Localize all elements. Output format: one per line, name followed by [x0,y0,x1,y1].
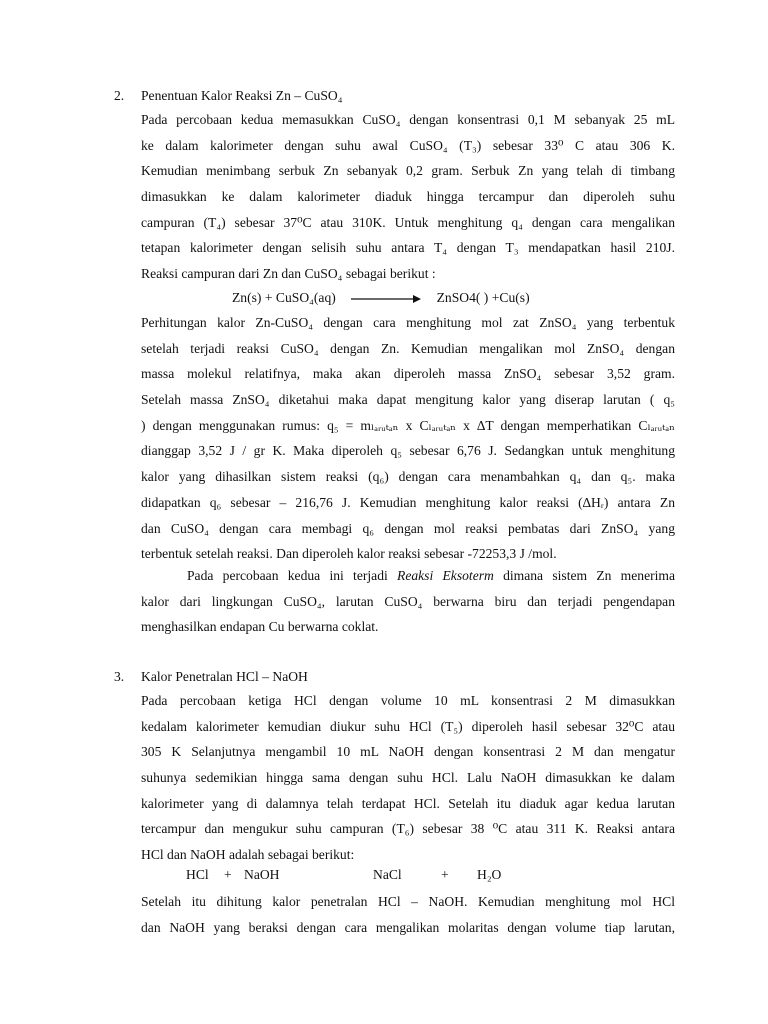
text-line: Setelah itu dihitung kalor penetralan HCl – NaOH. Kemudian menghitung mol HCl [141,894,675,909]
text-line: setelah terjadi reaksi CuSO₄ dengan Zn. Kemudian mengalikan mol ZnSO₄ dengan [141,340,675,356]
section-3-number: 3. [114,669,125,684]
section-3-paragraph-2 [141,889,675,940]
italic-term: Reaksi Eksoterm [397,568,494,583]
reaction-equation-zn-cuso4 [232,290,530,306]
text-line: kalor dari lingkungan CuSO₄, larutan CuSO₄ berwarna biru dan terjadi pengendapan [141,593,675,609]
equation-hcl: HCl [186,867,209,882]
text-line: dan NaOH yang beraksi dengan cara mengalikan molaritas dengan volume tiap larutan, [141,919,675,935]
text-line: dianggap 3,52 J / gr K. Maka diperoleh q₅ sebesar 6,76 J. Sedangkan untuk menghitung [141,443,675,459]
text-line: Perhitungan kalor Zn-CuSO₄ dengan cara menghitung mol zat ZnSO₄ yang terbentuk [141,315,675,330]
section-2-paragraph-1 [141,107,675,287]
text-line: tercampur dan mengukur suhu campuran (T₆) sebesar 38 ⁰C atau 311 K. Reaksi antara [141,821,675,837]
text-line: kalorimeter yang di dalamnya telah terdapat HCl. Setelah itu diaduk agar kedua larutan [141,795,675,811]
equation-h2o: H₂O [477,867,502,882]
equation-naoh: NaOH [244,867,280,882]
equation-plus: + [224,867,232,882]
text-line: ) dengan menggunakan rumus: q₅ = mₗₐᵣᵤₜₐₙ x Cₗₐᵣᵤₜₐₙ x ∆T dengan memperhatikan Cₗₐᵣᵤₜₐₙ [141,417,675,433]
equation-plus: + [441,867,449,882]
text-line: campuran (T₄) sebesar 37⁰C atau 310K. Untuk menghitung q₄ dengan cara mengalikan [141,214,675,230]
text-line: dan CuSO₄ dengan cara membagi q₆ dengan mol reaksi pembatas dari ZnSO₄ yang [141,520,675,536]
text-line: massa molekul relatifnya, maka akan diperoleh massa ZnSO₄ sebesar 3,52 gram. [141,366,675,382]
text-run: dimana sistem Zn menerima [493,568,676,583]
text-line: Reaksi campuran dari Zn dan CuSO₄ sebagai berikut : [141,266,436,282]
reaction-arrow-icon [351,294,421,304]
section-2-number: 2. [114,88,125,103]
text-line: Kemudian menimbang serbuk Zn sebanyak 0,2 gram. Serbuk Zn yang telah di timbang [141,163,675,179]
text-line: kedalam kalorimeter kemudian diukur suhu HCl (T₅) diperoleh hasil sebesar 32⁰C atau [141,718,675,734]
text-line: HCl dan NaOH adalah sebagai berikut: [141,847,355,863]
equation-products: ZnSO4( ) +Cu(s) [436,290,530,305]
text-line: 305 K Selanjutnya mengambil 10 mL NaOH dengan konsentrasi 2 M dan mengatur [141,744,675,760]
text-line: Pada percobaan ketiga HCl dengan volume 10 mL konsentrasi 2 M dimasukkan [141,693,675,708]
text-line: didapatkan q₆ sebesar – 216,76 J. Kemudian menghitung kalor reaksi (∆Hᵣ) antara Zn [141,494,675,510]
section-2-paragraph-2 [141,310,675,567]
text-line: ke dalam kalorimeter dengan suhu awal CuSO₄ (T₃) sebesar 33⁰ C atau 306 K. [141,137,675,153]
text-line: tetapan kalorimeter dengan selisih suhu antara T₄ dengan T₃ mendapatkan hasil 210J. [141,240,675,256]
text-line [141,563,675,589]
text-line: suhunya sedemikian hingga sama dengan suhu HCl. Lalu NaOH dimasukkan ke dalam [141,770,675,786]
equation-reactants: Zn(s) + CuSO₄(aq) [232,290,336,305]
text-line: Setelah massa ZnSO₄ diketahui maka dapat mengitung kalor yang diserap larutan ( q₅ [141,392,675,408]
text-line: terbentuk setelah reaksi. Dan diperoleh kalor reaksi sebesar -72253,3 J /mol. [141,546,557,562]
text-line: kalor yang dihasilkan sistem reaksi (q₆) dengan cara menambahkan q₄ dan q₅. maka [141,469,675,485]
text-line: menghasilkan endapan Cu berwarna coklat. [141,619,379,635]
equation-nacl: NaCl [373,867,402,882]
section-3-title: Kalor Penetralan HCl – NaOH [141,669,308,684]
section-2-paragraph-3 [141,563,675,640]
text-line: dimasukkan ke dalam kalorimeter diaduk hingga tercampur dan diperoleh suhu [141,189,675,205]
section-2-title: Penentuan Kalor Reaksi Zn – CuSO₄ [141,88,343,103]
section-3-paragraph-1 [141,688,675,868]
text-run: Pada percobaan kedua ini terjadi [187,568,398,583]
text-line: Pada percobaan kedua memasukkan CuSO₄ dengan konsentrasi 0,1 M sebanyak 25 mL [141,112,675,127]
